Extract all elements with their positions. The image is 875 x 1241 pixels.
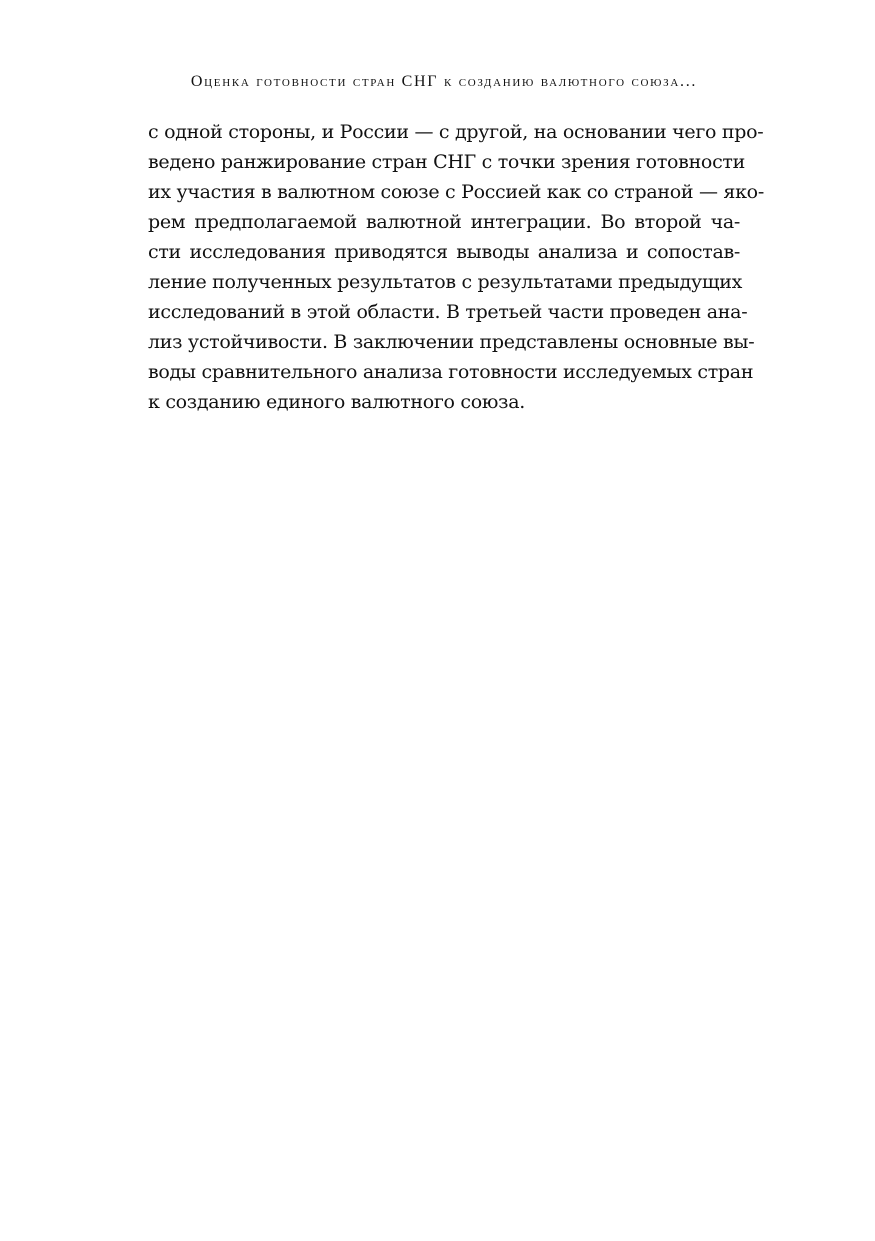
paragraph-line: лиз устойчивости. В заключении представлены основные вы-: [148, 331, 755, 353]
paragraph-last-line: к созданию единого валютного союза.: [148, 391, 525, 413]
paragraph-line: исследований в этой области. В третьей части проведен ана-: [148, 301, 748, 323]
paragraph-line: ведено ранжирование стран СНГ с точки зрения готовности: [148, 151, 745, 173]
running-header-title: Оценка готовности стран СНГ к созданию валютного союза...: [190, 73, 698, 90]
paragraph-line: их участия в валютном союзе с Россией как со страной — яко-: [148, 181, 764, 203]
paragraph-line: сти исследования приводятся выводы анализа и сопостав-: [148, 241, 740, 263]
paragraph-line: воды сравнительного анализа готовности исследуемых стран: [148, 361, 754, 383]
paragraph-line: рем предполагаемой валютной интеграции. Во второй ча-: [148, 211, 740, 233]
body-paragraph: [148, 117, 764, 417]
paragraph-line: с одной стороны, и России — с другой, на основании чего про-: [148, 121, 764, 143]
paragraph-line: ление полученных результатов с результатами предыдущих: [148, 271, 742, 293]
